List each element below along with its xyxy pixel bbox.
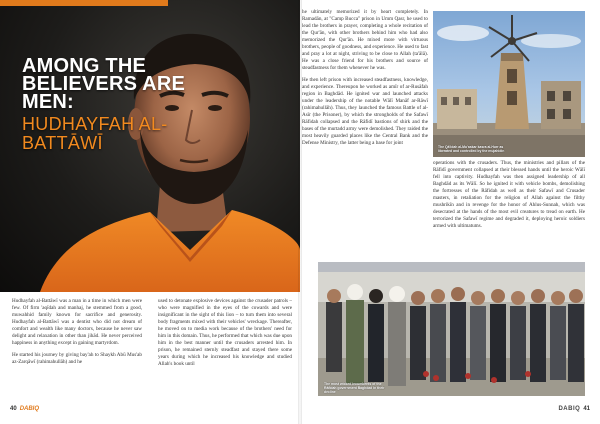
hero-portrait-photo — [0, 0, 300, 292]
footer-right — [555, 405, 590, 413]
accent-bar — [0, 0, 168, 6]
left-column-2 — [158, 298, 292, 373]
magazine-name-right: DABIQ — [558, 406, 581, 412]
paragraph: He then left prison with increased steadfastness, knowledge, and experience. Thereupon he worked as amīr of ar-Rusāfah region in Baghdād. He ignited war and launched attacks under the leadership of the notable Wālī Manāf ar-Rāwī (rahimahullāh). Thus, they launched the famous Battle of al-Asīr (the Prisoner), by which the strongholds of the Safawī Rāfidah collapsed and the Rāfidī bastions of shirk and the bases of the murtadd army were demolished. They raided the most heavily guarded places like the Central Bank and the Defense Ministry, the latter being a base for joint — [302, 76, 428, 147]
paragraph: Hudhayfah al-Battāwī was a man in a time in which men were few. Of firm 'aqīdah and manhaj, he stemmed from a good, muwahhid family known for sacrifice and generosity. Hudhayfah al-Battāwī was a dentist who did not dream of comfort and wealth like many doctors, because he never saw delight and relaxation in other than jihād. He never perceived happiness in anything except in gaining martyrdom. — [12, 298, 142, 347]
page-number-left: 40 — [10, 406, 17, 412]
crowd-photo — [318, 262, 585, 396]
magazine-name-left: DABIQ — [19, 406, 40, 412]
right-column-1 — [302, 9, 428, 152]
crowd-illustration — [318, 262, 585, 396]
left-column-1 — [12, 298, 142, 370]
paragraph: He started his journey by giving bay'ah to Shaykh Abū Mus'ab az-Zarqāwī (rahimahullāh) and he — [12, 351, 142, 365]
subject-name: HUDHAYFAH AL-BATTĀWĪ — [22, 114, 168, 153]
tower-illustration — [433, 11, 585, 157]
tower-photo — [433, 11, 585, 157]
crowd-caption: The most wicked incumbents of the Rāfidah government Baghdad in their decline — [324, 382, 385, 394]
footer-left — [10, 405, 42, 413]
right-column-2 — [433, 160, 585, 235]
article-title: AMONG THE BELIEVERS ARE MEN: — [22, 55, 186, 113]
page-number-right: 41 — [583, 406, 590, 412]
tower-caption: The Qā'idah al-Mu'askar kasra al-Hurr as liberated and controlled by the mujahidin — [438, 145, 505, 153]
paragraph: used to detonate explosive devices against the crusader patrols – who were magnified in the eyes of the cowards and were insignificant in the sight of this lion – to turn them into several body fragments mixed with their vehicles' wreckage. Thereafter, he moved on to media work because of the brothers' need for him in this domain. Thus, he performed that which was due upon him in the best manner until the crusaders arrested him. In prison, he remained sternly steadfast and stayed there some years during which he increased his knowledge and studied Allah's book until — [158, 298, 292, 368]
paragraph: he ultimately memorized it by heart completely. In Ramadān, at "Camp Bucca" prison in Umm Qasr, he used to lead the brothers in prayer, completing a whole recitation of the Qur'ān, with other brothers behind him who had also memorized the Qur'ān. He mixed more with virtuous brothers, people of goodness, and experience. He used to fast and pray a lot at night, striving to be close to Allah (ta'ālā). He was a close friend for his brothers and source of steadfastness for them whenever he was. — [302, 9, 428, 72]
paragraph: operations with the crusaders. Thus, the ministries and pillars of the Rāfidī government collapsed at their blessed hands until the heroic Wālī fell into captivity. Hudhayfah was then assigned leadership of all Baghdād as its Wālī. So he ignited it with vehicle bombs, demolishing the fortresses of the Rāfidah as well as their Safawī and Crusader masters, in retaliation for the religion of Allah against the filthy mushrikīn and in revenge for the honor of Ahlus-Sunnah, which was desecrated at the hands of the most evil creatures to tread on earth. He terrorized the Safawī regime and degraded it, deploying heroic soldiers armed with ultimatums. — [433, 160, 585, 230]
spread-gutter — [298, 0, 302, 424]
